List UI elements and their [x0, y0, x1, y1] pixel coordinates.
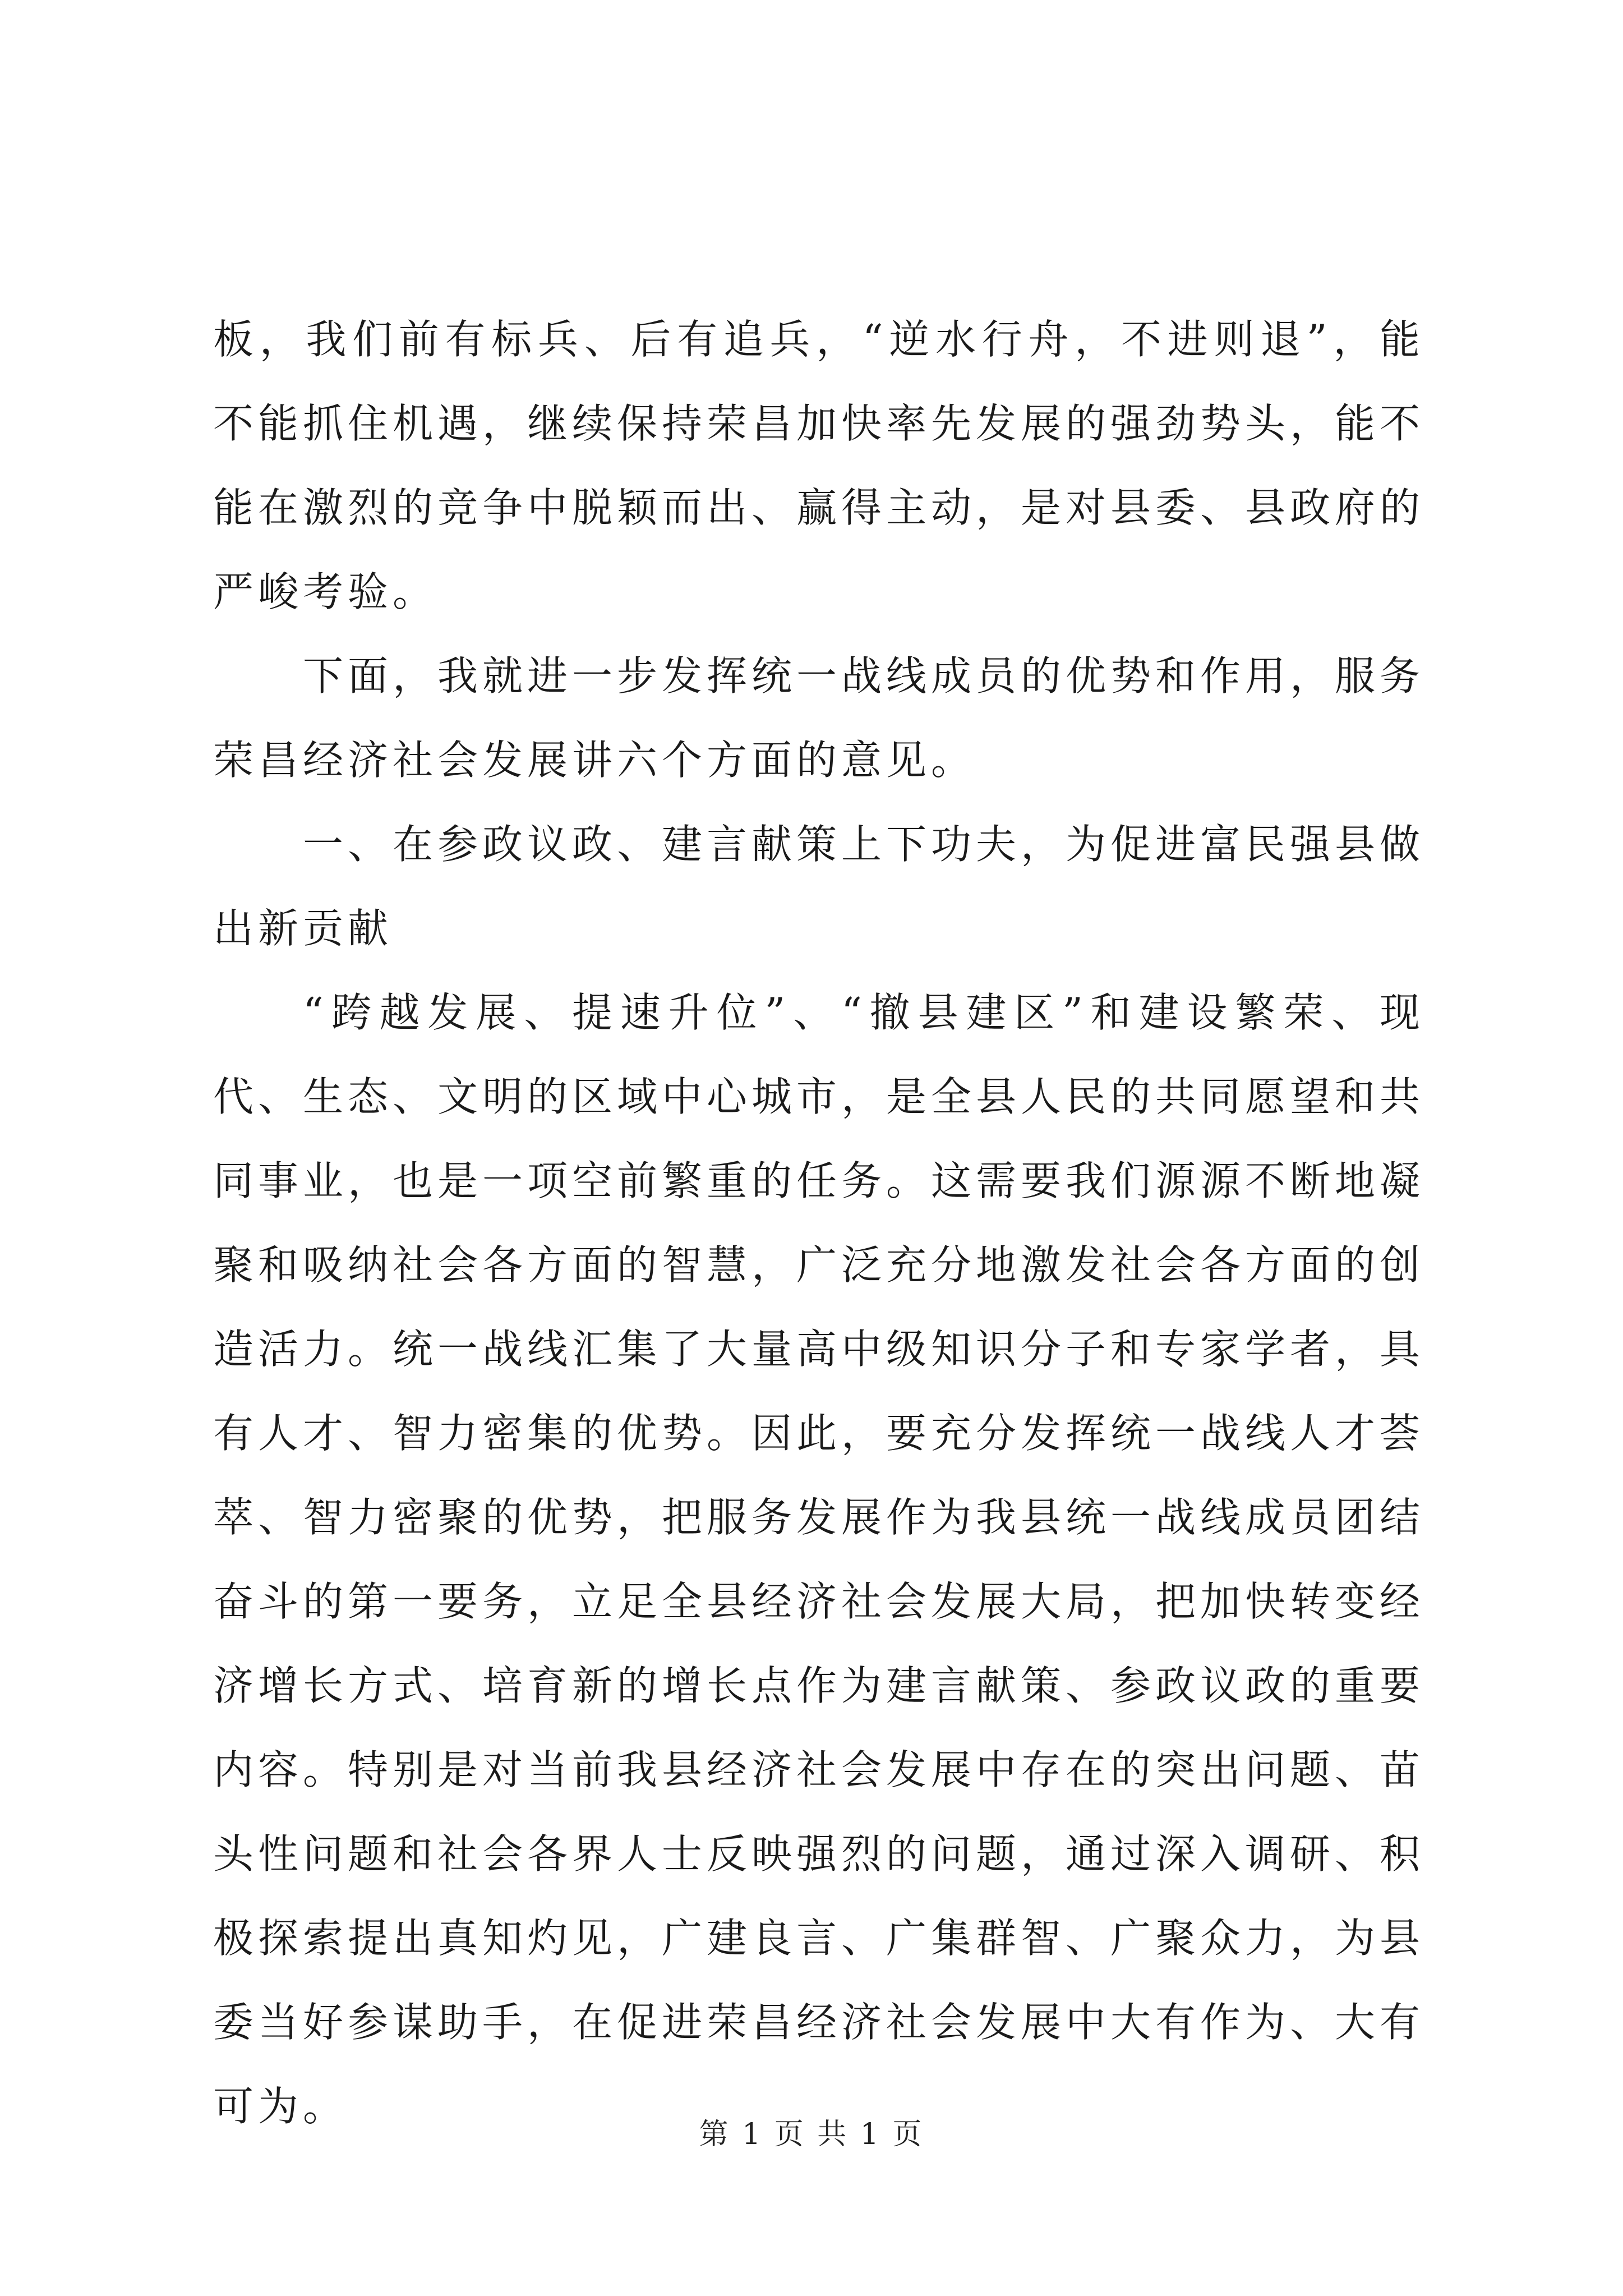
- paragraph-intro: 下面，我就进一步发挥统一战线成员的优势和作用，服务荣昌经济社会发展讲六个方面的意见。: [213, 652, 1425, 784]
- document-body: [213, 297, 1424, 2148]
- page-footer: 第 1 页 共 1 页: [699, 2118, 924, 2151]
- paragraph-continuation: 板，我们前有标兵、后有追兵，“逆水行舟，不进则退”，能不能抓住机遇，继续保持荣昌加快率先发展的强劲势头，能不能在激烈的竞争中脱颖而出、赢得主动，是对县委、县政府的严峻考验。: [213, 316, 1425, 615]
- paragraph-section-1-body: “跨越发展、提速升位”、“撤县建区”和建设繁荣、现代、生态、文明的区域中心城市，是全县人民的共同愿望和共同事业，也是一项空前繁重的任务。这需要我们源源不断地凝聚和吸纳社会各方面的智慧，广泛充分地激发社会各方面的创造活力。统一战线汇集了大量高中级知识分子和专家学者，具有人才、智力密集的优势。因此，要充分发挥统一战线人才荟萃、智力密聚的优势，把服务发展作为我县统一战线成员团结奋斗的第一要务，立足全县经济社会发展大局，把加快转变经济增长方式、培育新的增长点作为建言献策、参政议政的重要内容。特别是对当前我县经济社会发展中存在的突出问题、苗头性问题和社会各界人士反映强烈的问题，通过深入调研、积极探索提出真知灼见，广建良言、广集群智、广聚众力，为县委当好参谋助手，在促进荣昌经济社会发展中大有作为、大有可为。: [213, 989, 1425, 2130]
- section-heading-1: 一、在参政议政、建言献策上下功夫，为促进富民强县做出新贡献: [213, 821, 1425, 952]
